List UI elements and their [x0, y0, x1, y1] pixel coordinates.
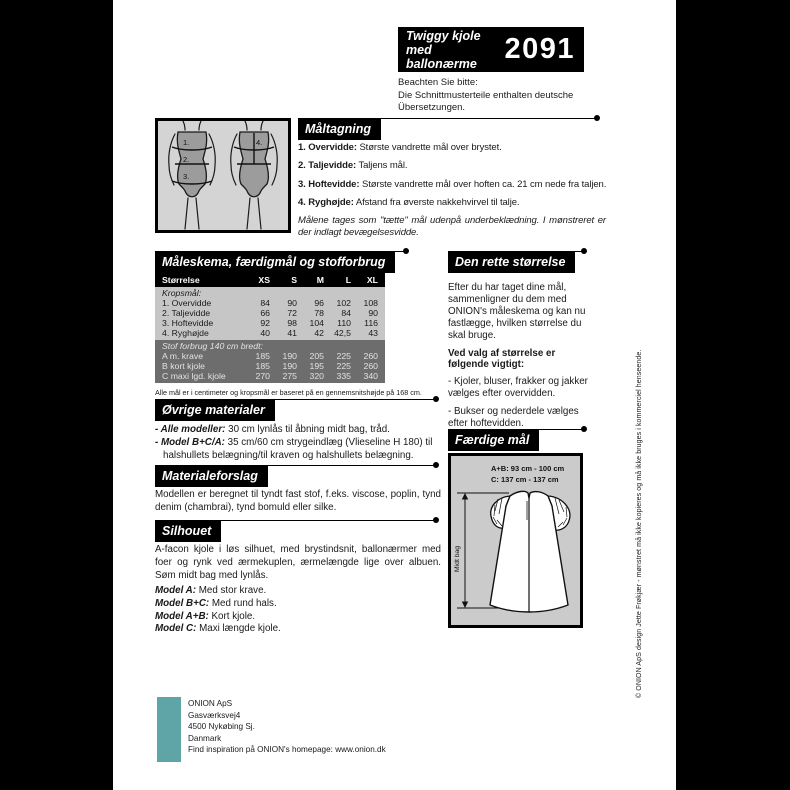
table-row-label: A m. krave: [162, 351, 204, 361]
table-cell: 195: [309, 361, 324, 371]
table-row-label: C maxi lgd. kjole: [162, 371, 226, 381]
table-row: [162, 351, 378, 361]
size-advice-important: Ved valg af størrelse er følgende vigtigt:: [448, 347, 556, 371]
section-finished-header: [448, 429, 585, 451]
model-list: [155, 585, 281, 636]
table-col-header: XL: [366, 274, 378, 285]
materials-item-lead: - Alle modeller:: [155, 424, 226, 435]
section-silhouette-title: Silhouet: [155, 521, 221, 542]
table-stof-section: [155, 340, 385, 383]
pattern-number: 2091: [504, 33, 575, 65]
measuring-term: 3. Hoftevidde:: [298, 178, 360, 190]
section-finished-title: Færdige mål: [448, 430, 539, 451]
footer-address: [188, 698, 386, 756]
finished-measurements-box: [448, 453, 583, 628]
materials-item-lead: - Model B+C/A:: [155, 436, 225, 448]
table-cell: 335: [336, 371, 351, 381]
finished-measure-maxi: C: 137 cm - 137 cm: [491, 475, 559, 484]
section-materials-header: [155, 399, 437, 421]
section-fabric-header: [155, 465, 437, 487]
model-description: Model C: Maxi længde kjole.: [155, 623, 281, 635]
copyright-vertical-text: © ONION ApS design Jette Frøkjær - mønstret må ikke kopieres og må ikke bruges i kommerciel henseende.: [636, 349, 643, 698]
table-cell: 275: [282, 371, 297, 381]
table-cell: 72: [287, 308, 297, 318]
table-kropsmaal-rows: [162, 298, 378, 338]
measuring-items: [298, 142, 620, 240]
address-line: Find inspiration på ONION's homepage: www.onion.dk: [188, 745, 386, 754]
table-cell: 42,5: [334, 328, 351, 338]
section-size-header: [448, 251, 585, 273]
address-line: 4500 Nykøbing Sj.: [188, 722, 255, 731]
size-advice-list: [448, 376, 588, 430]
table-col-header: S: [291, 274, 297, 285]
table-cell: 260: [363, 351, 378, 361]
arrow-down-icon: [462, 602, 468, 609]
measuring-term: 2. Taljevidde:: [298, 160, 357, 172]
measuring-definition: 4. Ryghøjde: Afstand fra øverste nakkehvirvel til talje.: [298, 196, 520, 208]
table-row: [162, 361, 378, 371]
table-cell: 66: [260, 308, 270, 318]
table-stof-rows: [162, 351, 378, 381]
table-row: [162, 298, 378, 308]
measuring-definition: 3. Hoftevidde: Største vandrette mål over hoften ca. 21 cm nede fra taljen.: [298, 178, 607, 190]
size-advice-item: - Kjoler, bluser, frakker og jakker vælges efter overvidden.: [448, 376, 588, 400]
finished-measure-short: A+B: 93 cm - 100 cm: [491, 464, 565, 473]
german-note-line: Beachten Sie bitte:: [398, 77, 478, 88]
figure-label-waist: 2.: [183, 155, 190, 164]
table-cell: 43: [368, 328, 378, 338]
section-maleskema-header: [155, 251, 407, 273]
pattern-title-box: [398, 27, 584, 72]
section-maltagning-header: [298, 118, 598, 140]
pattern-title: [406, 29, 504, 71]
table-stof-label: Stof forbrug 140 cm bredt:: [162, 341, 263, 351]
finished-measure-labels: [491, 464, 564, 484]
table-kropsmaal-section: [155, 287, 385, 340]
section-maltagning-title: Måltagning: [298, 119, 381, 140]
table-row-label: 4. Ryghøjde: [162, 328, 209, 338]
measuring-term: 1. Overvidde:: [298, 142, 357, 153]
section-maleskema-title: Måleskema, færdigmål og stofforbrug: [155, 252, 395, 273]
table-cell: 205: [309, 351, 324, 361]
table-row: [162, 371, 378, 381]
table-cell: 320: [309, 371, 324, 381]
table-col-header: XS: [258, 274, 270, 285]
table-kropsmaal-label: Kropsmål:: [162, 288, 202, 298]
table-cell: 40: [260, 328, 270, 338]
table-cell: 84: [341, 308, 351, 318]
address-line: Gasværksvej4: [188, 710, 241, 720]
section-silhouette-header: [155, 520, 437, 542]
body-figure-box: [155, 118, 291, 233]
section-size-title: Den rette størrelse: [448, 252, 575, 273]
model-description: Model A+B: Kort kjole.: [155, 610, 256, 622]
table-cell: 116: [364, 318, 378, 328]
table-row-label: B kort kjole: [162, 361, 205, 371]
table-cell: 190: [282, 361, 297, 371]
body-figures-illustration: [158, 121, 288, 230]
table-cell: 270: [255, 371, 270, 381]
measuring-definition: 1. Overvidde: Største vandrette mål over brystet.: [298, 142, 502, 153]
table-row: [162, 318, 378, 328]
table-col-header: M: [316, 274, 324, 285]
table-col-header: Størrelse: [162, 274, 200, 285]
figure-label-bust: 1.: [183, 138, 190, 147]
table-cell: 260: [363, 361, 378, 371]
figure-label-hip: 3.: [183, 172, 190, 181]
address-line: Danmark: [188, 733, 222, 743]
table-row-label: 2. Taljevidde: [162, 308, 211, 318]
german-note-line: Übersetzungen.: [398, 102, 466, 113]
table-cell: 78: [314, 308, 324, 318]
figure-legs: [185, 198, 261, 229]
pattern-title-line2: med ballonærme: [406, 42, 477, 71]
materials-list: [155, 424, 441, 462]
model-description: Model B+C: Med rund hals.: [155, 597, 277, 609]
table-cell: 90: [368, 308, 378, 318]
table-row-label: 3. Hoftevidde: [162, 318, 214, 328]
german-note: [398, 77, 573, 115]
size-advice-item: - Bukser og nederdele vælges efter hoftevidden.: [448, 406, 579, 430]
address-line: ONION ApS: [188, 699, 233, 708]
table-cell: 110: [337, 318, 351, 328]
table-cell: 41: [287, 328, 297, 338]
table-cell: 225: [336, 351, 351, 361]
arrow-up-icon: [462, 493, 468, 500]
table-col-header: L: [345, 274, 351, 285]
table-cell: 92: [260, 318, 270, 328]
section-fabric-title: Materialeforslag: [155, 466, 268, 487]
table-cell: 340: [363, 371, 378, 381]
table-cell: 225: [336, 361, 351, 371]
measuring-term: 4. Ryghøjde:: [298, 196, 354, 208]
measuring-note: Målene tages som "tætte" mål udenpå underbeklædning. I mønstreret er der indlagt bevægelsesvidde.: [298, 215, 606, 239]
table-row: [162, 328, 378, 338]
table-header-row: [155, 272, 385, 287]
table-cell: 90: [287, 298, 297, 308]
table-row: [162, 308, 378, 318]
silhouette-description: A-facon kjole i løs silhuet, med brystindsnit, ballonærmer med foer og rynk ved ærmekuplen, ærmelængde lige over albuen. Søm midt bag med lynlås.: [155, 544, 441, 581]
materials-item: - Alle modeller: 30 cm lynlås til åbning midt bag, tråd.: [155, 424, 390, 435]
brand-accent-block: [157, 697, 181, 762]
model-description: Model A: Med stor krave.: [155, 585, 267, 596]
table-cell: 84: [260, 298, 270, 308]
materials-item: - Model B+C/A: 35 cm/60 cm strygeindlæg (Vlieseline H 180) til halshullets belægning/til kraven og halshullets belægning.: [155, 436, 433, 461]
table-cell: 96: [314, 298, 324, 308]
table-note: Alle mål er i centimeter og kropsmål er baseret på en gennemsnitshøjde på 168 cm.: [155, 388, 422, 397]
table-cell: 104: [309, 318, 324, 328]
figure-label-back: 4.: [256, 138, 263, 147]
measurement-table: [155, 272, 385, 383]
section-materials-title: Øvrige materialer: [155, 400, 275, 421]
table-cell: 42: [314, 328, 324, 338]
table-cell: 190: [282, 351, 297, 361]
center-back-axis-label: Midt bag: [454, 545, 461, 572]
fabric-suggestion-text: Modellen er beregnet til tyndt fast stof, f.eks. viscose, poplin, tynd denim (chambrai), tynd bomuld eller silke.: [155, 489, 441, 513]
table-cell: 98: [287, 318, 297, 328]
model-label: Model B+C:: [155, 597, 210, 609]
measuring-definition: 2. Taljevidde: Taljens mål.: [298, 160, 408, 172]
german-note-line: Die Schnittmusterteile enthalten deutsche: [398, 89, 574, 101]
table-cell: 185: [255, 351, 270, 361]
table-cell: 185: [255, 361, 270, 371]
table-cell: 102: [336, 298, 351, 308]
size-advice: [448, 282, 588, 436]
table-cell: 108: [363, 298, 378, 308]
table-row-label: 1. Overvidde: [162, 298, 212, 308]
size-advice-intro: Efter du har taget dine mål, sammenligner du dem med ONION's måleskema og kan nu fastlægge, hvilken størrelse du skal bruge.: [448, 282, 586, 341]
dress-illustration: [451, 456, 580, 625]
model-label: Model A:: [155, 585, 196, 596]
model-label: Model A+B:: [155, 610, 209, 622]
model-label: Model C:: [155, 623, 197, 635]
pattern-title-line1: Twiggy kjole: [406, 28, 481, 43]
